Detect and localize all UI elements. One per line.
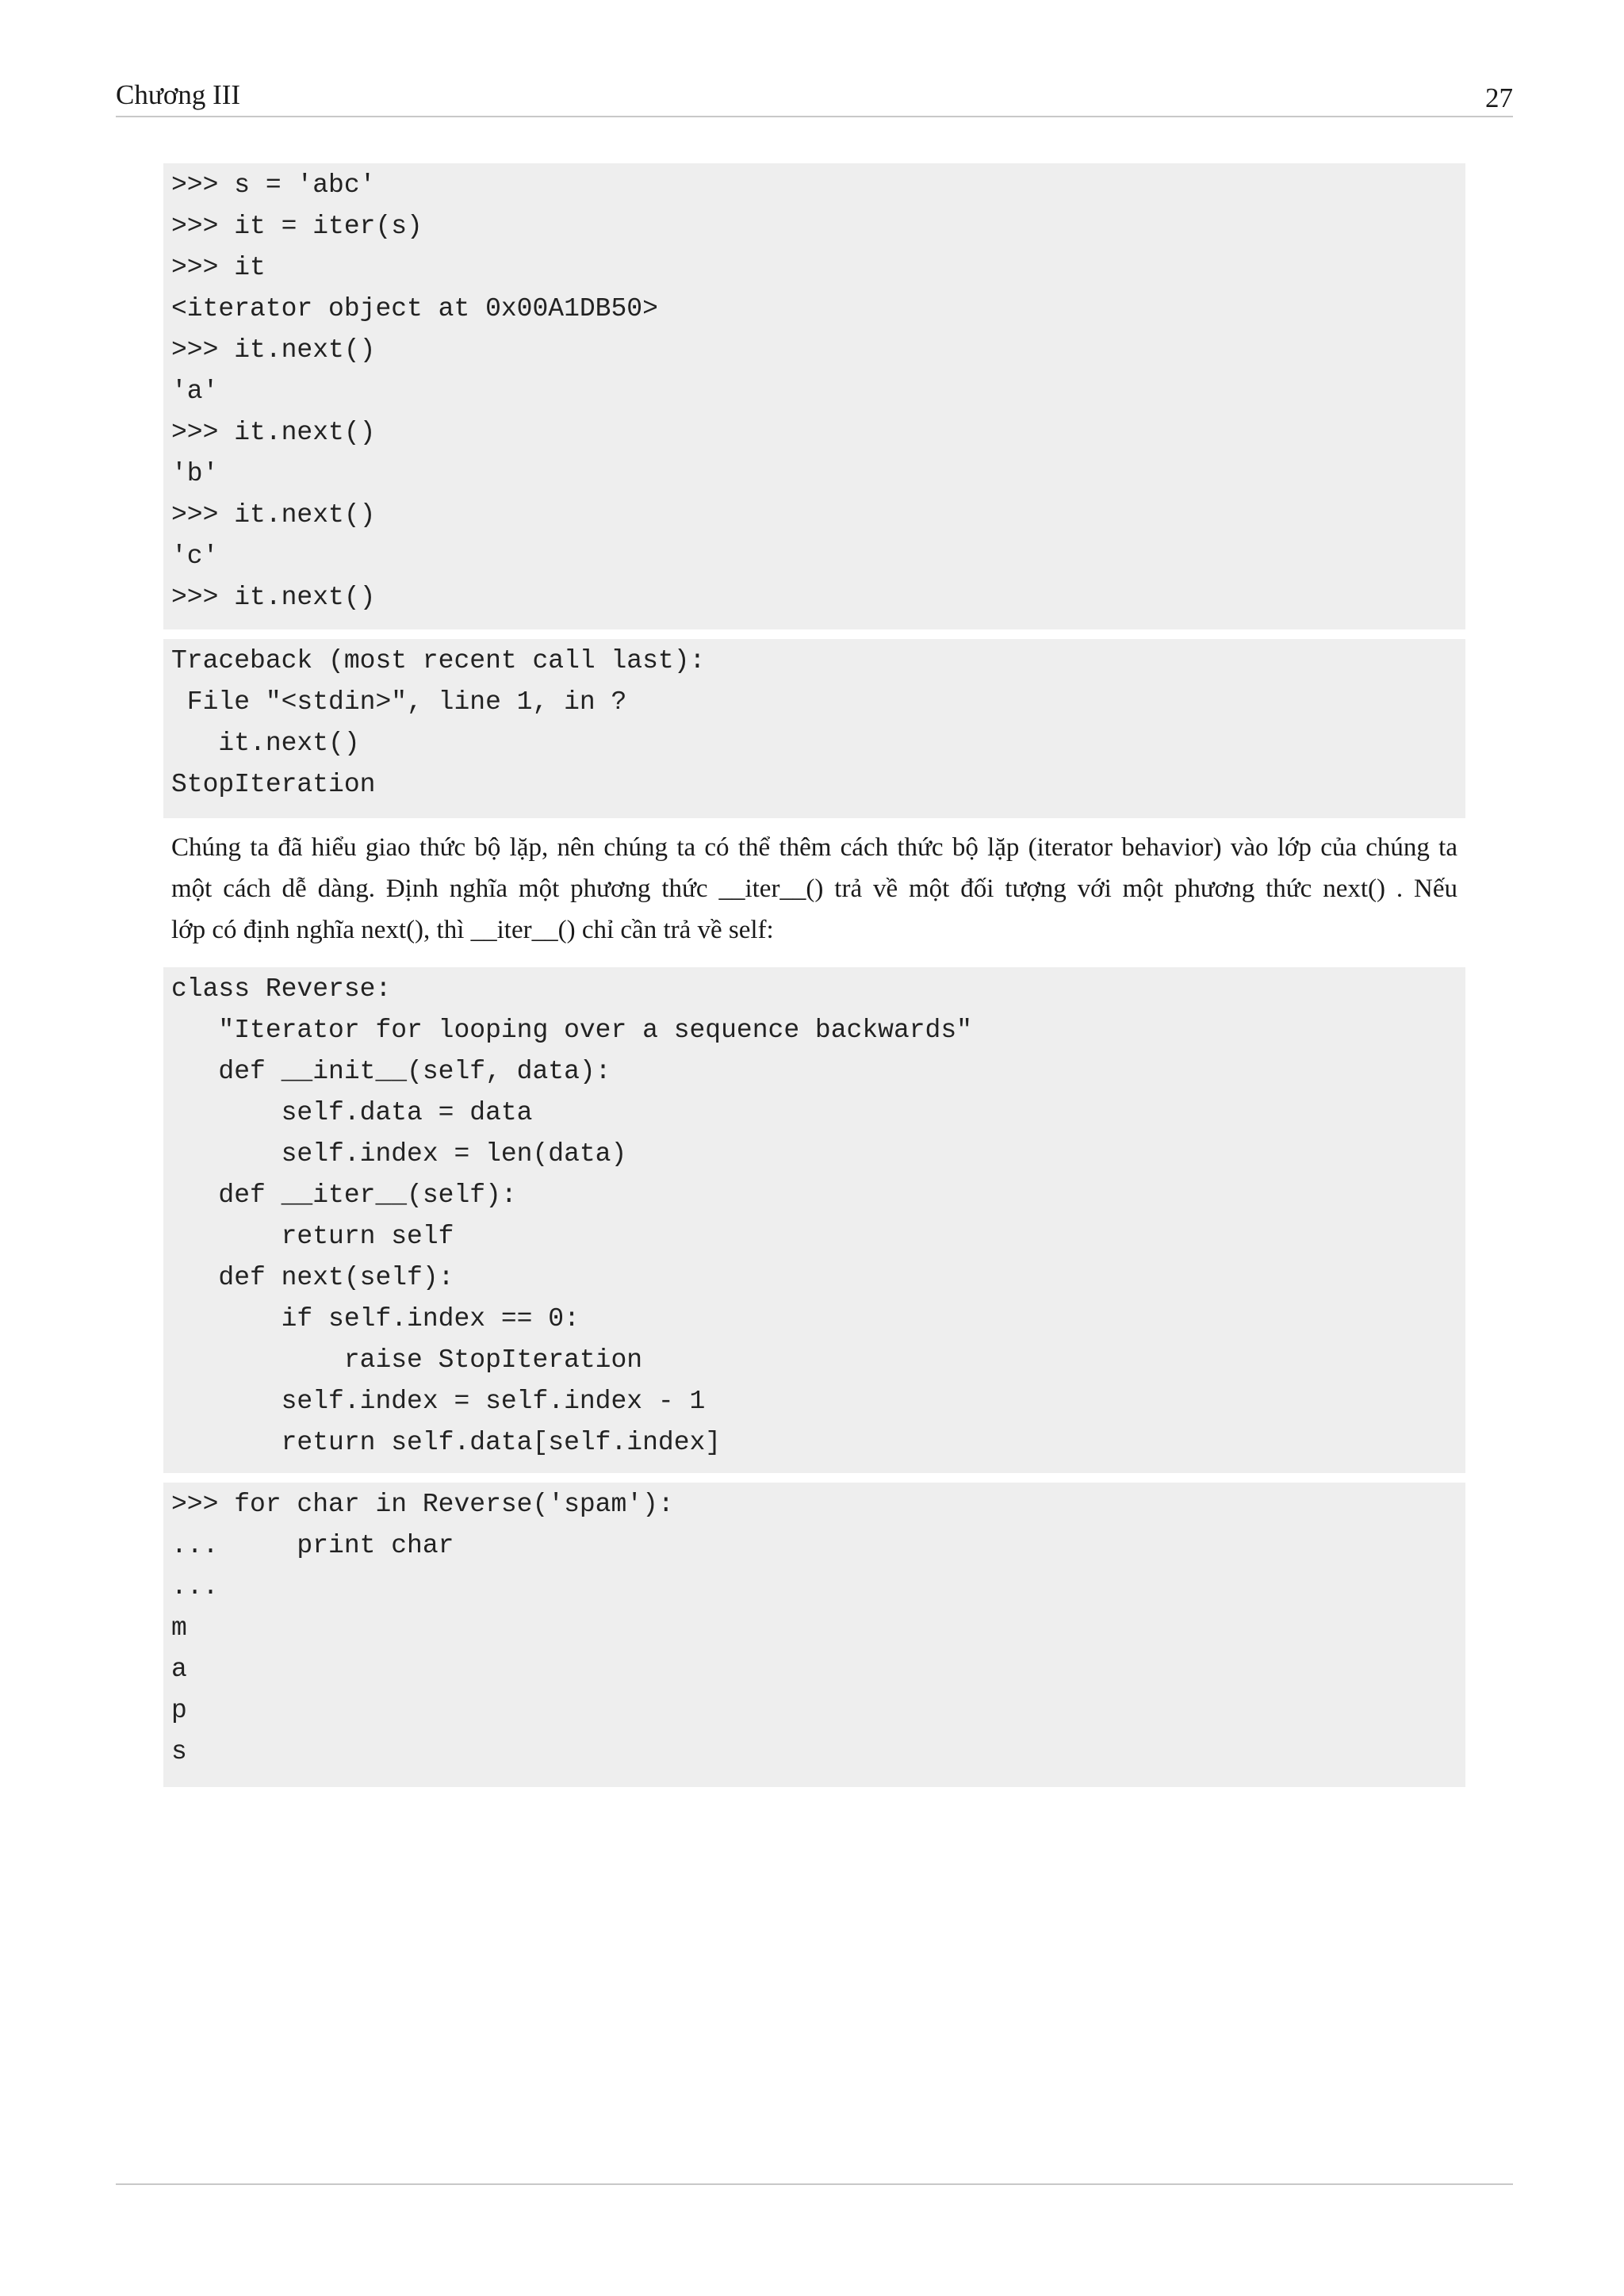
- code-line: >>> s = 'abc': [171, 170, 376, 200]
- code-line: self.index = self.index - 1: [171, 1387, 706, 1416]
- code-line: >>> it.next(): [171, 335, 376, 365]
- page-number: 27: [1485, 82, 1513, 113]
- paragraph-line: Chúng ta đã hiểu giao thức bộ lặp, nên chúng ta có thể thêm cách thức bộ lặp (iterator behavior) vào lớp của chúng ta: [171, 833, 1457, 862]
- code-line: class Reverse:: [171, 974, 392, 1004]
- code-line: >>> it.next(): [171, 418, 376, 447]
- code-block-reverse-usage: [163, 1483, 1465, 1787]
- code-line: >>> it = iter(s): [171, 212, 423, 241]
- code-line: >>> for char in Reverse('spam'):: [171, 1490, 674, 1519]
- code-line: 'b': [171, 459, 219, 488]
- paragraph-line: một cách dễ dàng. Định nghĩa một phương thức __iter__() trả về một đối tượng với một phương thức next() . Nếu: [171, 874, 1457, 903]
- code-line: def __iter__(self):: [171, 1181, 517, 1210]
- code-line: "Iterator for looping over a sequence backwards": [171, 1016, 972, 1045]
- page-header: [116, 76, 1513, 117]
- footer-rule: [116, 2183, 1513, 2185]
- code-block-iterator-demo: [163, 163, 1465, 629]
- code-block-reverse-class: [163, 967, 1465, 1473]
- code-line: raise StopIteration: [171, 1345, 643, 1375]
- code-line: <iterator object at 0x00A1DB50>: [171, 294, 658, 323]
- paragraph-line: lớp có định nghĩa next(), thì __iter__() chỉ cần trả về self:: [171, 916, 774, 944]
- code-line: m: [171, 1613, 187, 1643]
- code-line: def __init__(self, data):: [171, 1057, 611, 1086]
- code-line: >>> it: [171, 253, 266, 282]
- code-block-traceback: [163, 639, 1465, 818]
- code-line: if self.index == 0:: [171, 1304, 580, 1334]
- code-line: self.data = data: [171, 1098, 533, 1127]
- code-line: >>> it.next(): [171, 500, 376, 530]
- body-paragraph: [171, 827, 1457, 951]
- code-line: it.next(): [171, 729, 360, 758]
- chapter-title: Chương III: [116, 79, 241, 110]
- code-line: Traceback (most recent call last):: [171, 646, 706, 675]
- code-line: ... print char: [171, 1531, 454, 1560]
- code-line: StopIteration: [171, 770, 376, 799]
- code-line: self.index = len(data): [171, 1139, 627, 1169]
- code-line: a: [171, 1655, 187, 1684]
- code-line: def next(self):: [171, 1263, 454, 1292]
- code-line: return self.data[self.index]: [171, 1428, 722, 1457]
- code-line: return self: [171, 1222, 454, 1251]
- code-line: >>> it.next(): [171, 583, 376, 612]
- code-line: ...: [171, 1572, 219, 1601]
- code-line: File "<stdin>", line 1, in ?: [171, 687, 627, 717]
- code-line: p: [171, 1696, 187, 1725]
- code-line: s: [171, 1737, 187, 1766]
- code-line: 'a': [171, 377, 219, 406]
- code-line: 'c': [171, 541, 219, 571]
